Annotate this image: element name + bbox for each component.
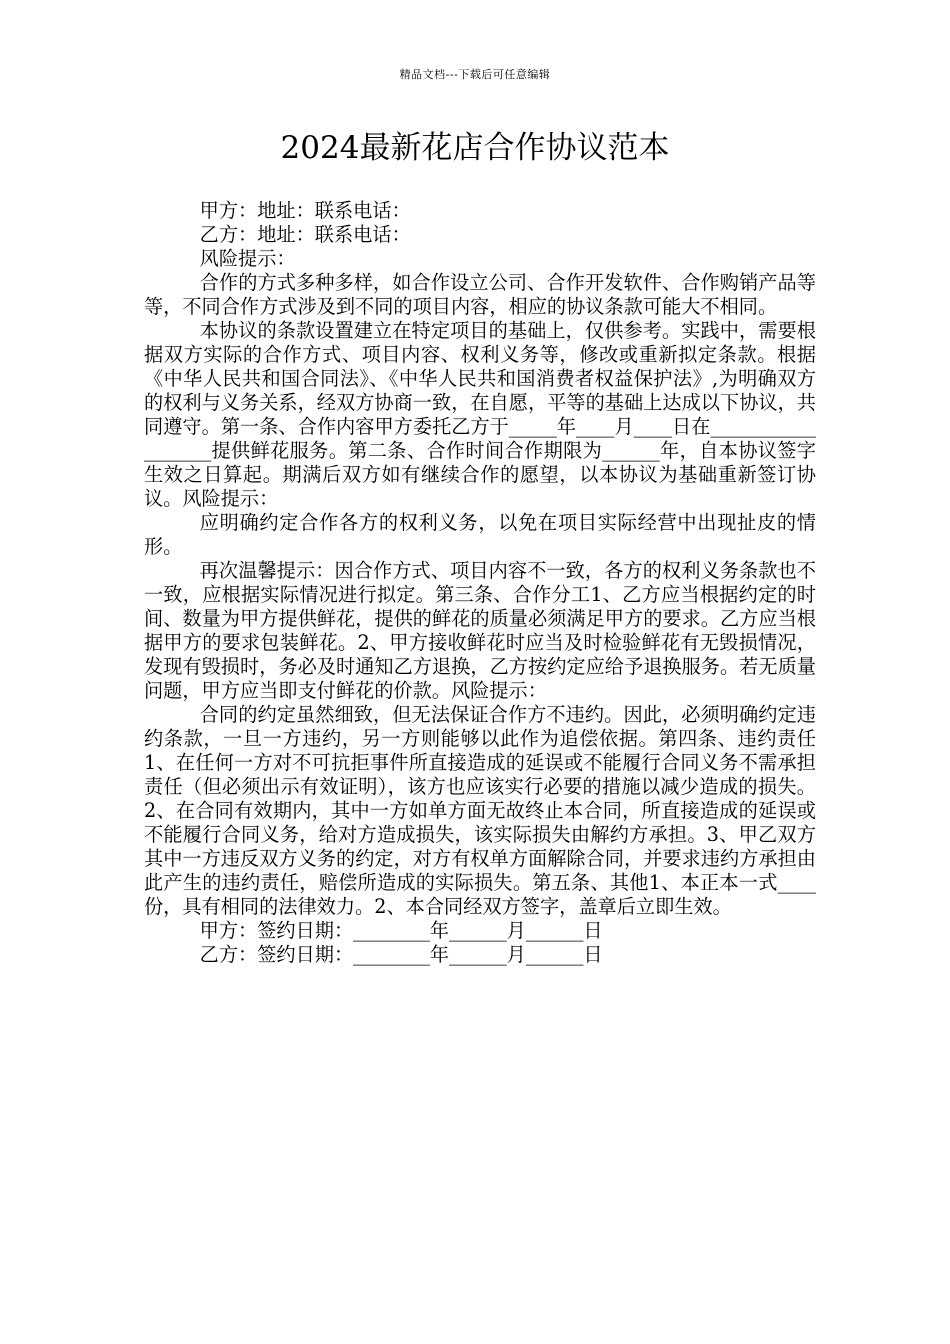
paragraph-article-3: 再次温馨提示：因合作方式、项目内容不一致，各方的权利义务条款也不一致，应根据实际情况进行拟定。第三条、合作分工1、乙方应当根据约定的时间、数量为甲方提供鲜花，提供的鲜花的质量必须满足甲方的要求。乙方应当根据甲方的要求包装鲜花。2、甲方接收鲜花时应当及时检验鲜花有无毁损情况，发现有毁损时，务必及时通知乙方退换，乙方按约定应给予退换服务。若无质量问题，甲方应当即支付鲜花的价款。风险提示：	[144, 559, 816, 702]
document-title: 2024最新花店合作协议范本	[280, 130, 670, 166]
paragraph-articles-4-5: 合同的约定虽然细致，但无法保证合作方不违约。因此，必须明确约定违约条款，一旦一方违约，另一方则能够以此作为追偿依据。第四条、违约责任1、在任何一方对不可抗拒事件所直接造成的延误或不能履行合同义务不需承担责任（但必须出示有效证明），该方也应该实行必要的措施以减少造成的损失。2、在合同有效期内，其中一方如单方面无故终止本合同，所直接造成的延误或不能履行合同义务，给对方造成损失，该实际损失由解约方承担。3、甲乙双方其中一方违反双方义务的约定，对方有权单方面解除合同，并要求违约方承担由此产生的违约责任，赔偿所造成的实际损失。第五条、其他1、本正本一式____份，具有相同的法律效力。2、本合同经双方签字，盖章后立即生效。	[144, 703, 816, 918]
signature-line-party-a: 甲方：签约日期：________年______月______日	[199, 919, 603, 942]
paragraph-rights-obligations: 应明确约定合作各方的权利义务，以免在项目实际经营中出现扯皮的情形。	[144, 511, 816, 558]
party-b-info: 乙方：地址：联系电话：	[199, 223, 411, 246]
party-a-info: 甲方：地址：联系电话：	[199, 199, 411, 222]
header-note: 精品文档---下载后可任意编辑	[399, 68, 551, 81]
signature-line-party-b: 乙方：签约日期：________年______月______日	[199, 943, 603, 966]
paragraph-cooperation-methods: 合作的方式多种多样，如合作设立公司、合作开发软件、合作购销产品等等，不同合作方式涉及到不同的项目内容，相应的协议条款可能大不相同。	[144, 271, 816, 318]
document-body	[144, 199, 816, 967]
paragraph-articles-1-2: 本协议的条款设置建立在特定项目的基础上，仅供参考。实践中，需要根据双方实际的合作方式、项目内容、权利义务等，修改或重新拟定条款。根据《中华人民共和国合同法》、《中华人民共和国消费者权益保护法》,为明确双方的权利与义务关系，经双方协商一致，在自愿，平等的基础上达成以下协议，共同遵守。第一条、合作内容甲方委托乙方于_____年____月____日在___________ _______提供鲜花服务。第二条、合作时间合作期限为______年，自本协议签字生效之日算起。期满后双方如有继续合作的愿望，以本协议为基础重新签订协议。风险提示：	[144, 319, 816, 510]
risk-tip-heading: 风险提示：	[199, 247, 296, 270]
